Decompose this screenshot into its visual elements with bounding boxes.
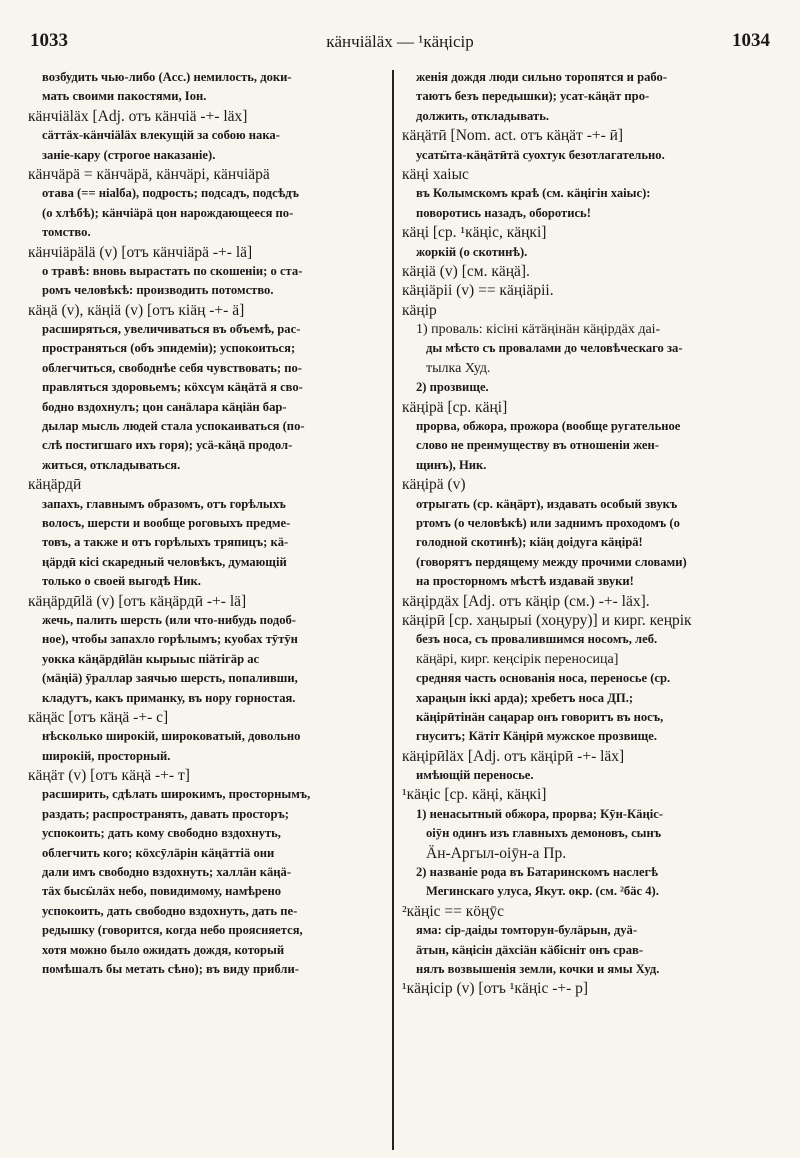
entry-text-line: ртомъ (о человѣкѣ) или заднимъ проходомъ (о [416, 515, 680, 530]
entry-text-line: безъ носа, съ провалившимся носомъ, леб. [416, 632, 658, 647]
entry-headword-line: кӓңіӓрii (v) == кӓңіӓрii. [402, 282, 554, 300]
entry-text-line: 2) прозвище. [416, 380, 489, 395]
entry-text-line: оіӯн одинъ изъ главныхъ демоновъ, сынъ [426, 826, 662, 841]
entry-text-line: дали имъ свободно вздохнуть; халлӓн кӓңӓ- [42, 865, 292, 880]
entry-headword-line: кӓңірӓ [ср. кӓңі] [402, 398, 508, 416]
entry-text-line: поворотись назадъ, оборотись! [416, 205, 591, 220]
entry-text-line: широкій, просторный. [42, 748, 171, 763]
entry-headword-line: кӓңірдӓх [Adj. отъ кӓңір (см.) -+- lӓх]. [402, 592, 650, 610]
entry-text-line: о травѣ: вновь вырастать по скошеніи; о ста- [42, 263, 303, 278]
entry-text-line: кӓңірӣтінӓн саңарар онъ говоритъ въ носъ, [416, 709, 664, 724]
entry-text-line: жоркій (о скотинѣ). [416, 244, 528, 259]
entry-text-line: ңӓрдӣ кісі скаредный человѣкъ, думающій [42, 554, 287, 569]
entry-text-line: отава (== ніalба), подрость; подсадъ, подсѣдъ [42, 186, 300, 201]
entry-text-line: запахъ, главнымъ образомъ, отъ горѣлыхъ [42, 496, 286, 511]
entry-text-line: слово не преимуществу въ отношеніи жен- [416, 438, 659, 453]
entry-text-line: уокка кӓңӓрдӣlӓн кырыыс піӓтігӓр ас [42, 651, 260, 666]
entry-text-line: заніе-кару (строгое наказаніе). [42, 147, 216, 162]
entry-text-line: нѣсколько широкій, широковатый, довольно [42, 729, 301, 744]
entry-text-line: слѣ постигшаго ихъ горя); усӓ-кӓңӓ продол- [42, 438, 293, 453]
entry-text-line: тӓх бысӹлӓх небо, повидимому, намѣрено [42, 884, 281, 899]
entry-headword-line: ¹кӓңіс [ср. кӓңі, кӓңкі] [402, 786, 547, 804]
entry-text-line: имѣющій переносье. [416, 768, 534, 783]
entry-headword-line: кӓңӓ (v), кӓңіӓ (v) [отъ кіӓң -+- ӓ] [28, 301, 245, 319]
entry-headword-line: кӓңі хаіыс [402, 165, 469, 183]
entry-text-line: усатӹта-кӓңӓтӣтӓ суохтук безотлагательно. [416, 147, 665, 162]
entry-headword-line: кӓңӓтӣ [Nom. act. отъ кӓңӓт -+- ӣ] [402, 127, 624, 145]
entry-text-line: расширить, сдѣлать широкимъ, просторнымъ, [42, 787, 311, 802]
entry-headword-line: кӓңӓрдӣ [28, 476, 82, 494]
entry-text-line: (мӓңіӓ) ӯраллар заячью шерсть, попаливши, [42, 671, 298, 686]
entry-headword-line: кӓңірӓ (v) [402, 476, 466, 494]
right-column [402, 68, 772, 999]
entry-text-line: пространяться (объ эпидеміи); успокоиться; [42, 341, 296, 356]
entry-text-line: успокоить, дать свободно вздохнуть, дать пе- [42, 903, 298, 918]
entry-text-line: ромъ человѣкѣ: производить потомство. [42, 283, 274, 298]
entry-text-line: отрыгать (ср. кӓңӓрт), издавать особый звукъ [416, 496, 678, 511]
entry-text-line: товъ, а также и отъ горѣлыхъ тряпицъ; кӓ- [42, 535, 289, 550]
entry-text-line: тылка Худ. [426, 360, 491, 376]
right-page-number: 1034 [732, 30, 770, 51]
entry-text-line: раздать; распространять, давать просторъ; [42, 806, 289, 821]
entry-text-line: волосъ, шерсти и вообще роговыхъ предме- [42, 515, 291, 530]
entry-text-line: ное), чтобы запахло горѣлымъ; куобах тӯтӯн [42, 632, 298, 647]
entry-text-line: прорва, обжора, прожора (вообще ругательное [416, 419, 681, 434]
entry-headword-line: ¹кӓңісір (v) [отъ ¹кӓңіс -+- р] [402, 980, 589, 998]
entry-text-line: яма: сір-даіды томторун-булӓрын, дуӓ- [416, 923, 638, 938]
entry-headword-line: ²кӓңіс == кӧңӯс [402, 902, 504, 920]
entry-headword-line: кӓңір [402, 301, 437, 319]
entry-text-line: 2) названіе рода въ Батаринскомъ наслегѣ [416, 865, 658, 880]
entry-text-line: ӓтын, кӓңісін дӓхсіӓн кӓбісніт онъ срав- [416, 942, 644, 957]
entry-text-line: нялъ возвышенія земли, кочки и ямы Худ. [416, 961, 660, 976]
entry-text-line: 1) ненасытный обжора, прорва; Кӯн-Кӓңіс- [416, 806, 663, 821]
entry-text-line: мать своими пакостями, Іон. [42, 89, 207, 104]
column-divider [392, 70, 394, 1150]
entry-headword-line: кӓңі [ср. ¹кӓңіс, кӓңкі] [402, 224, 547, 242]
entry-text-line: хотя можно было ожидать дождя, который [42, 942, 285, 957]
entry-text-line: возбудить чью-либо (Acc.) немилость, доки- [42, 70, 292, 84]
entry-headword-line: кӓңӓрдӣlӓ (v) [отъ кӓңӓрдӣ -+- lӓ] [28, 592, 247, 610]
entry-headword-line: кӓңӓс [отъ кӓңӓ -+- с] [28, 708, 169, 726]
entry-text-line: расширяться, увеличиваться въ объемѣ, рас- [42, 322, 301, 337]
entry-text-line: успокоить; дать кому свободно вздохнуть, [42, 826, 281, 841]
entry-text-line: Мегинскаго улуса, Якут. окр. (см. ²бӓс 4). [426, 884, 659, 899]
entry-text-line: жечь, палить шерсть (или что-нибудь подоб- [42, 612, 296, 627]
entry-headword-line: кӓнчіӓlӓх [Adj. отъ кӓнчіӓ -+- lӓх] [28, 107, 248, 125]
entry-headword-line: кӓңірӣlӓх [Adj. отъ кӓңірӣ -+- lӓх] [402, 747, 625, 765]
entry-text-line: дылар мысль людей стала успокаиваться (по- [42, 419, 305, 434]
entry-text-line: облегчить кого; кӧхсӯлӓрін кӓңӓттіӓ они [42, 845, 275, 860]
entry-text-line: должить, откладывать. [416, 108, 550, 123]
entry-text-line: голодной скотинѣ); кіӓң доідуга кӓңірӓ! [416, 535, 643, 550]
entry-text-line: гнуситъ; Кӓтіт Кӓңірӣ мужское прозвище. [416, 729, 658, 744]
entry-text-line: томство. [42, 225, 91, 240]
entry-text-line: средняя часть основанія носа, переносье (ср. [416, 671, 671, 686]
entry-text-line: (о хлѣбѣ); кӓнчіӓрӓ цон нарождающееся по- [42, 205, 294, 220]
entry-headword-line: кӓңӓт (v) [отъ кӓңӓ -+- т] [28, 767, 190, 785]
entry-text-line: редышку (говорится, когда небо проясняется, [42, 923, 303, 938]
running-title: кӓнчіӓlӓх — ¹кӓңісір [326, 32, 474, 51]
entry-headword-line: Ӓн-Аргыл-оіӯн-а Пр. [426, 844, 567, 862]
entry-text-line: (говорятъ пердящему между прочими словами) [416, 554, 687, 569]
left-column [28, 68, 390, 979]
entry-text-line: бодно вздохнулъ; цон санӓлара кӓңіӓн бар- [42, 399, 287, 414]
entry-text-line: кладутъ, какъ приманку, въ нору горностая. [42, 690, 296, 705]
entry-headword-line: кӓнчіӓрӓlӓ (v) [отъ кӓнчіӓрӓ -+- lӓ] [28, 243, 253, 261]
entry-headword-line: кӓнчӓрӓ = кӓнчӓрӓ, кӓнчӓрі, кӓнчіӓрӓ [28, 165, 270, 183]
entry-text-line: 1) проваль: кісіні кӓтӓңінӓн кӓңірдӓх даі- [416, 322, 661, 338]
entry-headword-line: кӓңірӣ [ср. хаңырыі (хоңуру)] и кирг. кеңрік [402, 611, 692, 629]
entry-text-line: правляться здоровьемъ; кӧхсүм кӓңӓтӓ я сво- [42, 380, 303, 395]
entry-text-line: кӓңӓрі, кирг. кеңсірік переносица] [416, 651, 619, 667]
entry-text-line: облегчиться, свободнѣе себя чувствовать; по- [42, 360, 302, 375]
entry-headword-line: кӓңіӓ (v) [см. кӓңӓ]. [402, 262, 530, 280]
entry-text-line: на просторномъ мѣстѣ издавай звуки! [416, 574, 634, 589]
entry-text-line: женія дождя люди сильно торопятся и рабо- [416, 70, 668, 84]
entry-text-line: щинъ), Ник. [416, 457, 487, 472]
entry-text-line: только о своей выгодѣ Ник. [42, 574, 201, 589]
entry-text-line: въ Колымскомъ краѣ (см. кӓңігін хаіыс): [416, 186, 651, 201]
entry-text-line: ды мѣсто съ провалами до человѣческаго за- [426, 341, 683, 356]
left-page-number: 1033 [30, 30, 68, 51]
entry-text-line: таютъ безъ передышки); усат-кӓңӓт про- [416, 89, 650, 104]
page-header [30, 30, 770, 58]
entry-text-line: помѣшалъ бы метать сѣно); въ виду прибли- [42, 961, 299, 976]
entry-text-line: житься, откладываться. [42, 457, 181, 472]
entry-text-line: сӓттӓх-кӓнчіӓlӓх влекущій за собою нака- [42, 128, 280, 143]
entry-text-line: харaңын іккі арда); хребетъ носа ДП.; [416, 690, 634, 705]
